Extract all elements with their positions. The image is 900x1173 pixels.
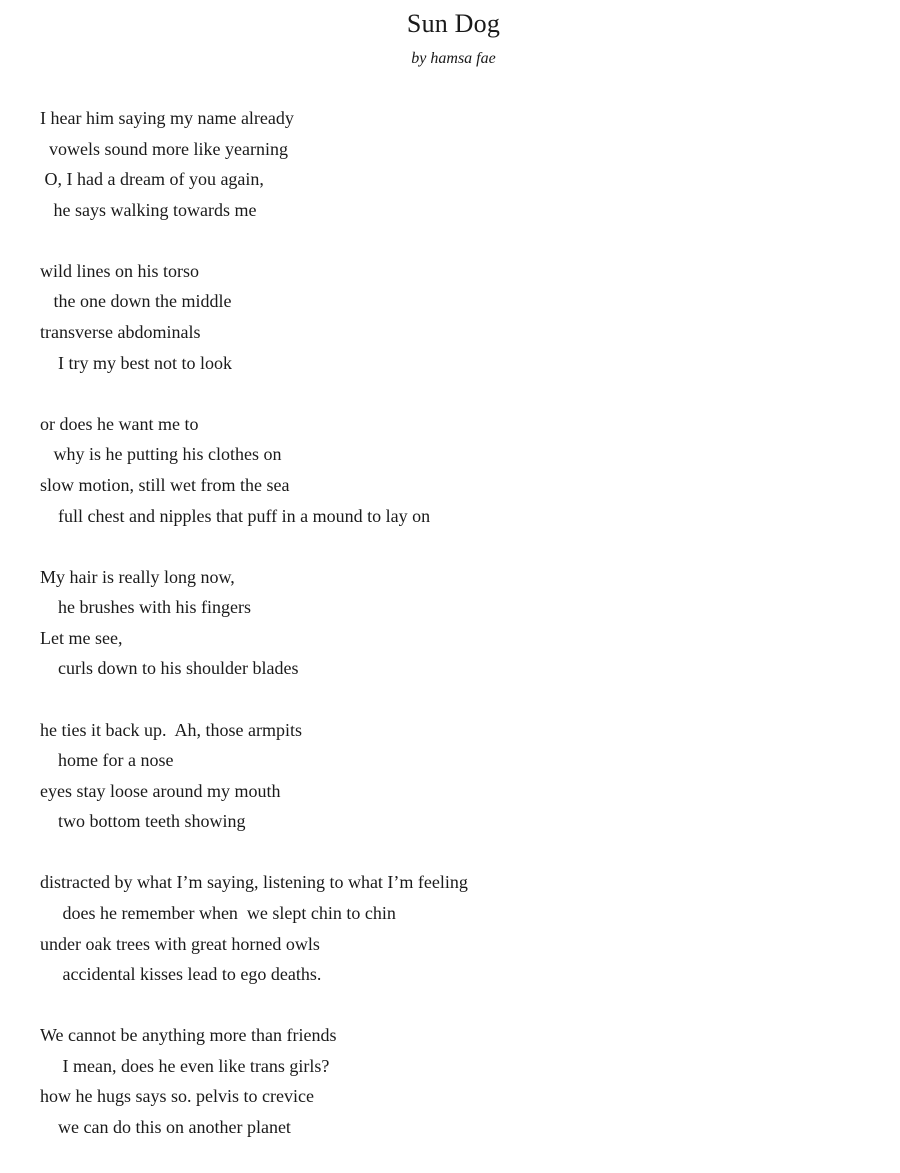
poem-line: slow motion, still wet from the sea [40,474,290,495]
poem-line: or does he want me to [40,413,199,434]
poem-line: O, I had a dream of you again, [40,169,264,190]
poem-line: the one down the middle [40,291,232,312]
poem-line: full chest and nipples that puff in a mound to lay on [40,505,431,526]
poem-line: does he remember when we slept chin to chin [40,902,396,923]
poem-line: We cannot be anything more than friends [40,1025,337,1046]
poem-line: I mean, does he even like trans girls? [40,1055,330,1076]
poem-line: I hear him saying my name already [40,108,294,128]
poem-line: he ties it back up. Ah, those armpits [40,719,302,740]
poem-line: we can do this on another planet [40,1117,291,1138]
poem-line: he brushes with his fingers [40,597,251,618]
poem-line: why is he putting his clothes on [40,444,282,465]
poem-line: home for a nose [40,750,174,771]
poem-line: transverse abdominals [40,322,201,343]
poem-line: Let me see, [40,627,123,648]
stanza [40,103,860,225]
poem-body [40,103,860,1173]
poem-line: distracted by what I’m saying, listening to what I’m feeling [40,872,468,893]
stanza [40,256,860,378]
poem-line: accidental kisses lead to ego deaths. [40,964,322,985]
stanza [40,715,860,837]
poem-byline: by hamsa fae [411,50,496,67]
stanza [40,562,860,684]
poem-line: wild lines on his torso [40,260,200,281]
poem-line: curls down to his shoulder blades [40,658,299,679]
poem-line: he says walking towards me [40,199,257,220]
poem-line: vowels sound more like yearning [40,138,288,159]
poem-line: I try my best not to look [40,352,232,373]
poem-line: My hair is really long now, [40,566,235,587]
poem-line: two bottom teeth showing [40,811,246,832]
stanza [40,1020,860,1142]
poem-line: under oak trees with great horned owls [40,933,320,954]
poem-line: eyes stay loose around my mouth [40,780,281,801]
poem-line: how he hugs says so. pelvis to crevice [40,1086,314,1107]
stanza [40,867,860,989]
poem-title: Sun Dog [406,9,501,38]
stanza [40,409,860,531]
